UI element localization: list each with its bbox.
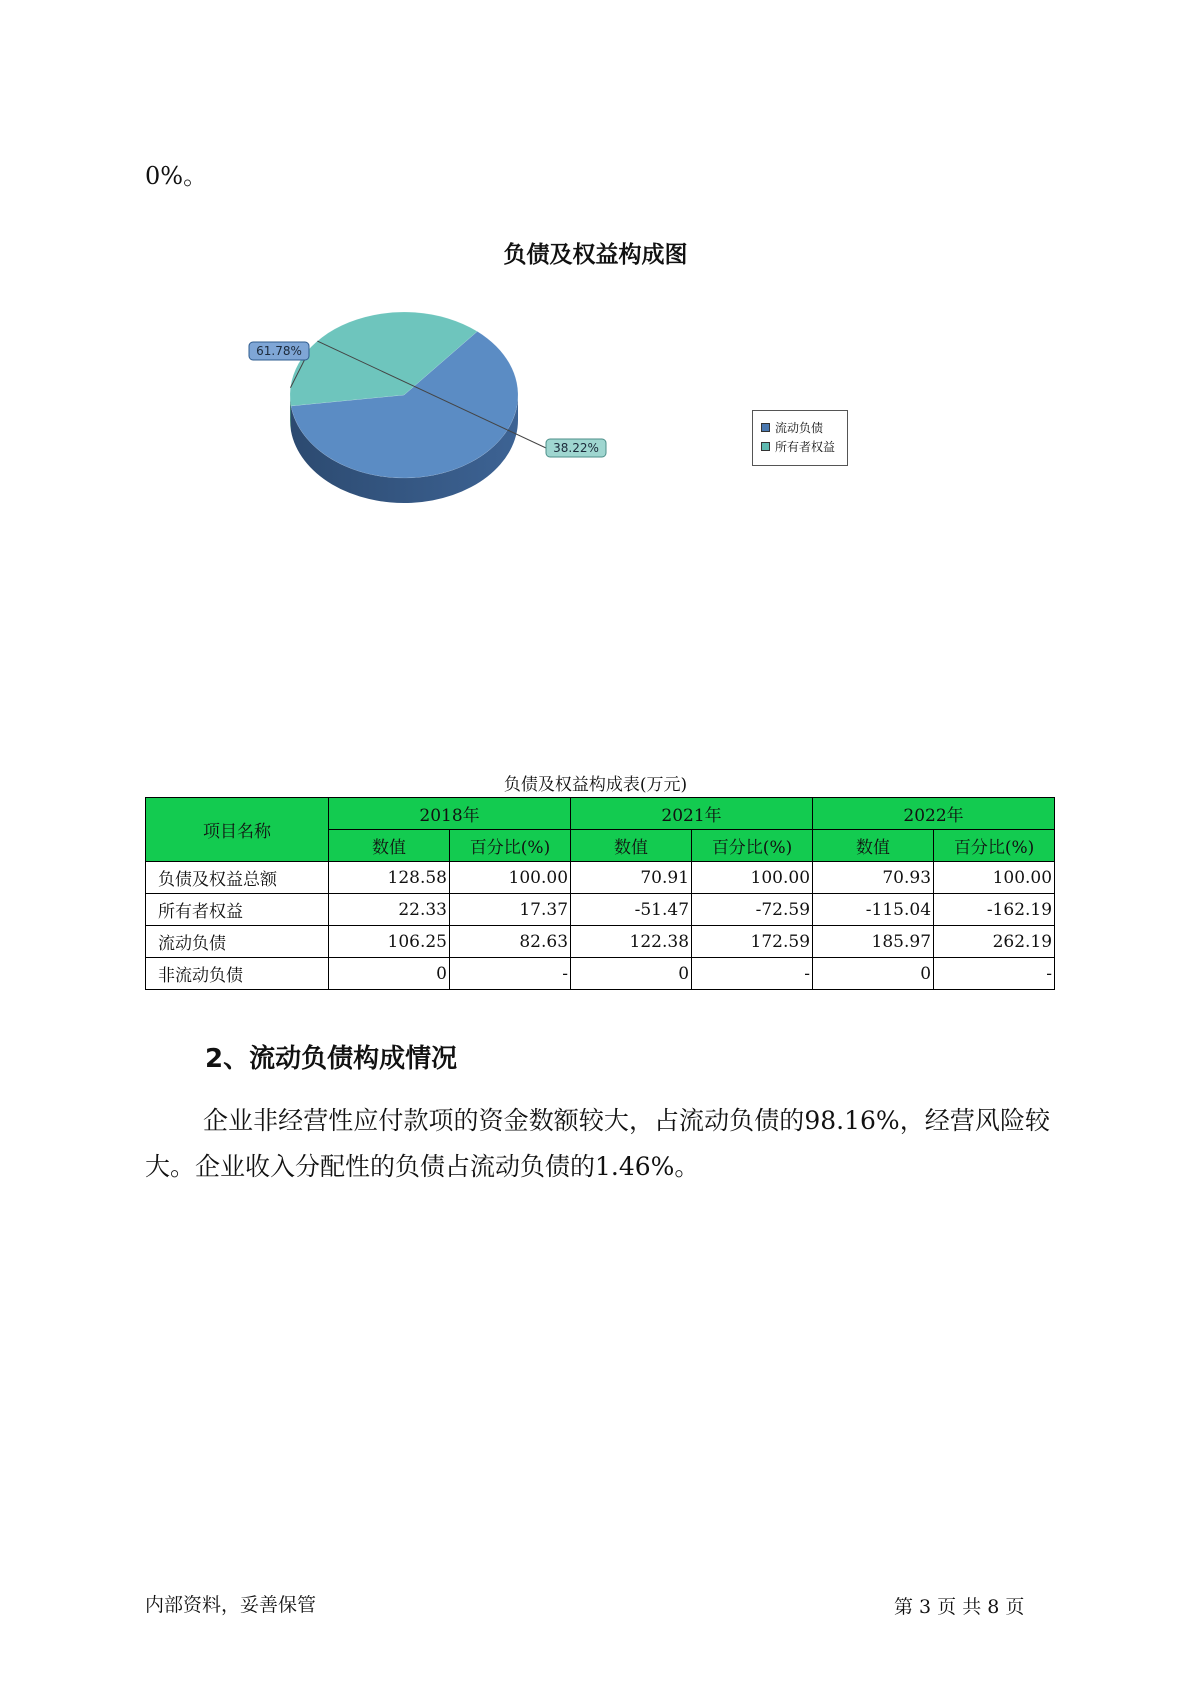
data-label: 38.22%: [553, 441, 599, 455]
table-cell: 70.93: [813, 862, 934, 894]
legend-label: 所有者权益: [775, 440, 836, 454]
table-header-row: [146, 798, 1055, 830]
header-value: 数值: [329, 830, 450, 862]
row-label: 流动负债: [146, 926, 329, 958]
table-cell: 262.19: [934, 926, 1055, 958]
table-cell: 82.63: [450, 926, 571, 958]
table-cell: 172.59: [692, 926, 813, 958]
table-cell: 185.97: [813, 926, 934, 958]
chart-legend: [752, 410, 848, 466]
header-value: 数值: [813, 830, 934, 862]
table-cell: 100.00: [934, 862, 1055, 894]
table-cell: -162.19: [934, 894, 1055, 926]
table-cell: 128.58: [329, 862, 450, 894]
section-heading: 2、流动负债构成情况: [205, 1044, 458, 1074]
table-row: [146, 926, 1055, 958]
table-row: [146, 894, 1055, 926]
legend-item-equity: [761, 437, 847, 456]
row-label: 非流动负债: [146, 958, 329, 990]
table-cell: 22.33: [329, 894, 450, 926]
table-cell: 0: [813, 958, 934, 990]
header-percent: 百分比(%): [450, 830, 571, 862]
header-percent: 百分比(%): [934, 830, 1055, 862]
header-year: 2022年: [813, 798, 1055, 830]
body-paragraph: 企业非经营性应付款项的资金数额较大，占流动负债的98.16%，经营风险较大。企业收入分配性的负债占流动负债的1.46%。: [145, 1106, 1050, 1181]
continuation-text: 0%。: [145, 162, 208, 190]
table-cell: -72.59: [692, 894, 813, 926]
table-row: [146, 958, 1055, 990]
table-cell: 17.37: [450, 894, 571, 926]
legend-label: 流动负债: [775, 421, 824, 435]
header-percent: 百分比(%): [692, 830, 813, 862]
table-cell: 106.25: [329, 926, 450, 958]
table-row: [146, 862, 1055, 894]
table-cell: -: [450, 958, 571, 990]
table-cell: 100.00: [692, 862, 813, 894]
footer-page-number: 第 3 页 共 8 页: [894, 1596, 1025, 1618]
table-caption: 负债及权益构成表(万元): [503, 775, 688, 795]
table-cell: -: [692, 958, 813, 990]
header-value: 数值: [571, 830, 692, 862]
pie-chart: [0, 300, 1191, 540]
table-cell: 0: [571, 958, 692, 990]
table-cell: -51.47: [571, 894, 692, 926]
table-cell: -: [934, 958, 1055, 990]
legend-item-current-liabilities: [761, 418, 847, 437]
table-cell: -115.04: [813, 894, 934, 926]
table-cell: 70.91: [571, 862, 692, 894]
table-cell: 100.00: [450, 862, 571, 894]
row-label: 负债及权益总额: [146, 862, 329, 894]
footer-confidential-note: 内部资料，妥善保管: [145, 1594, 317, 1616]
legend-swatch: [761, 442, 770, 451]
legend-swatch: [761, 423, 770, 432]
liability-equity-table: [145, 797, 1055, 990]
header-year: 2018年: [329, 798, 571, 830]
chart-title: 负债及权益构成图: [503, 242, 688, 268]
header-item-name: 项目名称: [146, 798, 329, 862]
data-label: 61.78%: [256, 344, 302, 358]
table-cell: 0: [329, 958, 450, 990]
row-label: 所有者权益: [146, 894, 329, 926]
header-year: 2021年: [571, 798, 813, 830]
table-cell: 122.38: [571, 926, 692, 958]
